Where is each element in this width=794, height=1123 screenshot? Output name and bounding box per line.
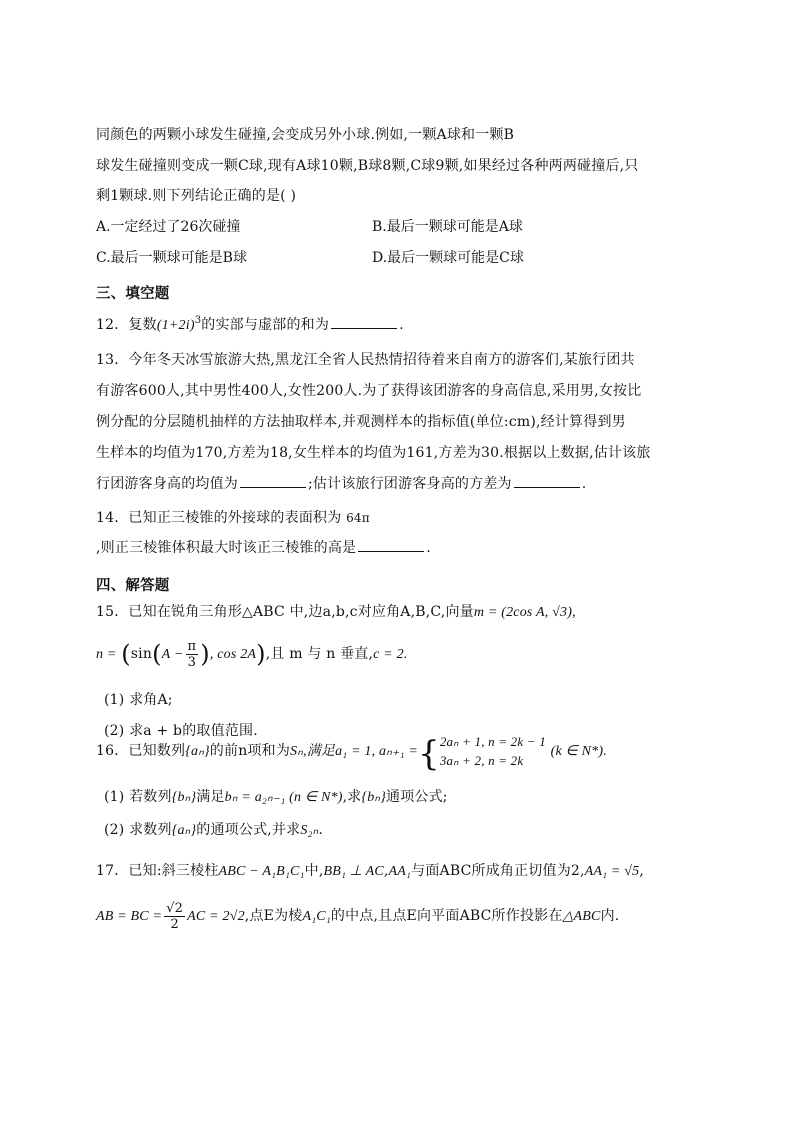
section-fill-in-heading: 三、填空题 — [96, 285, 170, 302]
q15-perp: ,且 m 与 n 垂直, — [265, 646, 374, 662]
q12-prefix: 12．复数 — [96, 317, 157, 333]
q12-exponent: 3 — [194, 315, 202, 326]
q17-perp: BB₁ ⊥ AC — [323, 864, 384, 879]
q16-k-condition: (k ∈ N*). — [550, 744, 607, 759]
q16-seq-b-2: {bₙ} — [361, 790, 386, 805]
q16-prefix: 16．已知数列 — [96, 743, 186, 759]
q11-option-a: A.一定经过了26次碰撞 — [96, 219, 241, 235]
q17-sqrt2-over-2 — [164, 901, 185, 932]
q15-sub1: (1) 求角A; — [104, 692, 173, 708]
q15-inner-paren-open: ( — [152, 640, 162, 668]
q13-mean-blank — [240, 473, 306, 488]
q12-suffix: 的实部与虚部的和为 — [201, 317, 330, 333]
q16-sub2 — [104, 819, 323, 842]
q16-cond: ,满足a₁ = 1, aₙ₊₁ = — [303, 744, 418, 759]
q16-cases — [440, 732, 546, 770]
q16-sub2-text: (2) 求数列 — [104, 822, 172, 838]
q13-line5 — [96, 473, 586, 495]
q13-end: . — [581, 476, 587, 492]
q16-line1 — [96, 732, 607, 773]
q17-prefix: 17．已知:斜三棱柱 — [96, 863, 219, 879]
q12-expression: (1+2i) — [156, 318, 195, 333]
q17-comma2: , — [639, 863, 645, 879]
q11-line3: 剩1颗球.则下列结论正确的是( ) — [96, 188, 297, 204]
q15-three: 3 — [187, 654, 197, 670]
q17-a1c1: A₁C₁ — [302, 909, 331, 924]
q13-line4: 生样本的均值为170,方差为18,女生样本的均值为161,方差为30.根据以上数据,估计该旅 — [96, 445, 651, 461]
q13-line2: 有游客600人,其中男性400人,女性200人.为了获得该团游客的身高信息,采用男,女按比 — [96, 383, 642, 399]
q17-angle-text: 与面ABC所成角正切值为2, — [411, 863, 585, 879]
q15-m-vector: m = (2cos A, √3), — [473, 605, 576, 620]
q16-case1: 2aₙ + 1, n = 2k − 1 — [439, 734, 546, 749]
q16-seq-a-2: {aₙ} — [171, 823, 197, 838]
q11-line2: 球发生碰撞则变成一颗C球,现有A球10颗,B球8颗,C球9颗,如果经过各种两两碰撞后,只 — [96, 158, 639, 174]
q17-line1 — [96, 860, 644, 883]
q13-mean-text: 行团游客身高的均值为 — [96, 476, 238, 492]
q14-line2 — [96, 537, 431, 559]
q16-mid: 的前n项和为 — [209, 743, 291, 759]
q15-sub2: (2) 求a + b的取值范围. — [104, 723, 258, 739]
q17-line2 — [96, 898, 619, 935]
q11-option-b: B.最后一颗球可能是A球 — [372, 219, 523, 235]
q16-sub2-end: . — [318, 822, 324, 838]
q15-sin: sin — [130, 646, 153, 662]
q11-option-d: D.最后一颗球可能是C球 — [372, 250, 524, 266]
q17-comma1: , — [383, 863, 389, 879]
q13-line3: 例分配的分层随机抽样的方法抽取样本,并观测样本的指标值(单位:cm),经计算得到男 — [96, 414, 626, 430]
q16-sub1-text: (1) 若数列 — [104, 789, 172, 805]
q11-line1: 同颜色的两颗小球发生碰撞,会变成另外小球.例如,一颗A球和一颗B — [96, 127, 515, 143]
q12-end: . — [399, 317, 404, 333]
q17-ab-bc: AB = BC = — [96, 909, 163, 924]
q17-point-e: ,点E为棱 — [244, 908, 303, 924]
q15-inner-paren-close: ) — [200, 640, 210, 668]
q13-variance-blank — [514, 473, 580, 488]
q16-case2: 3aₙ + 2, n = 2k — [439, 753, 524, 768]
q16-seq-b: {bₙ} — [171, 790, 197, 805]
q15-pi: π — [187, 638, 197, 654]
q11-option-c: C.最后一颗球可能是B球 — [96, 250, 247, 266]
q17-projection-text: 的中点,且点E向平面ABC所作投影在 — [330, 908, 563, 924]
q17-in: 中, — [304, 863, 324, 879]
q13-variance-text: ;估计该旅行团游客身高的方差为 — [308, 476, 512, 492]
q15-text: 15．已知在锐角三角形△ABC 中,边a,b,c对应角A,B,C,向量 — [96, 604, 474, 620]
q17-aa1-value: AA₁ = √5 — [584, 864, 640, 879]
q12-answer-blank — [331, 314, 397, 329]
q15-line2 — [96, 634, 408, 675]
q17-triangle: △ABC — [562, 909, 601, 924]
q16-brace: { — [418, 734, 440, 774]
q15-cos2a: , cos 2A — [209, 647, 257, 662]
q17-aa1: AA₁ — [388, 864, 412, 879]
q17-two: 2 — [170, 916, 179, 932]
q15-paren-close: ) — [256, 640, 266, 668]
q17-prism: ABC − A₁B₁C₁ — [218, 864, 305, 879]
q13-line1: 13．今年冬天冰雪旅游大热,黑龙江全省人民热情招待着来自南方的游客们,某旅行团共 — [96, 352, 635, 368]
q16-bn-def: bₙ = a₂ₙ₋₁ (n ∈ N*) — [224, 790, 343, 805]
q15-pi-over-3 — [186, 639, 199, 670]
q16-sub1-end: 通项公式; — [386, 789, 448, 805]
section-solve-heading: 四、解答题 — [96, 577, 170, 594]
q16-seq-a: {aₙ} — [185, 744, 210, 759]
q14-end: . — [426, 540, 431, 556]
q14-text: 14．已知正三棱锥的外接球的表面积为 — [96, 510, 342, 526]
q14-line1 — [96, 507, 370, 529]
q16-s2n: S₂ₙ — [300, 823, 319, 838]
q17-ac-value: AC = 2√2 — [187, 909, 245, 924]
q16-sub2-mid: 的通项公式,并求 — [196, 822, 301, 838]
q15-a-minus: A − — [161, 647, 184, 662]
q16-sn: Sₙ — [290, 744, 303, 759]
q15-n-vector: n = — [96, 647, 117, 662]
q14-text2: ,则正三棱锥体积最大时该正三棱锥的高是 — [96, 540, 357, 556]
q17-sqrt2: √2 — [166, 900, 184, 916]
q14-area: 64π — [346, 511, 370, 525]
q15-c-value: c = 2. — [373, 647, 408, 662]
q16-sub1-find: ,求 — [342, 789, 362, 805]
q15-paren-open: ( — [121, 640, 131, 668]
q16-sub1 — [104, 786, 448, 809]
q12 — [96, 310, 404, 337]
q15-line1 — [96, 601, 576, 624]
q16-sub1-satisfy: 满足 — [196, 789, 225, 805]
q17-end: 内. — [600, 908, 620, 924]
q14-answer-blank — [358, 537, 424, 552]
